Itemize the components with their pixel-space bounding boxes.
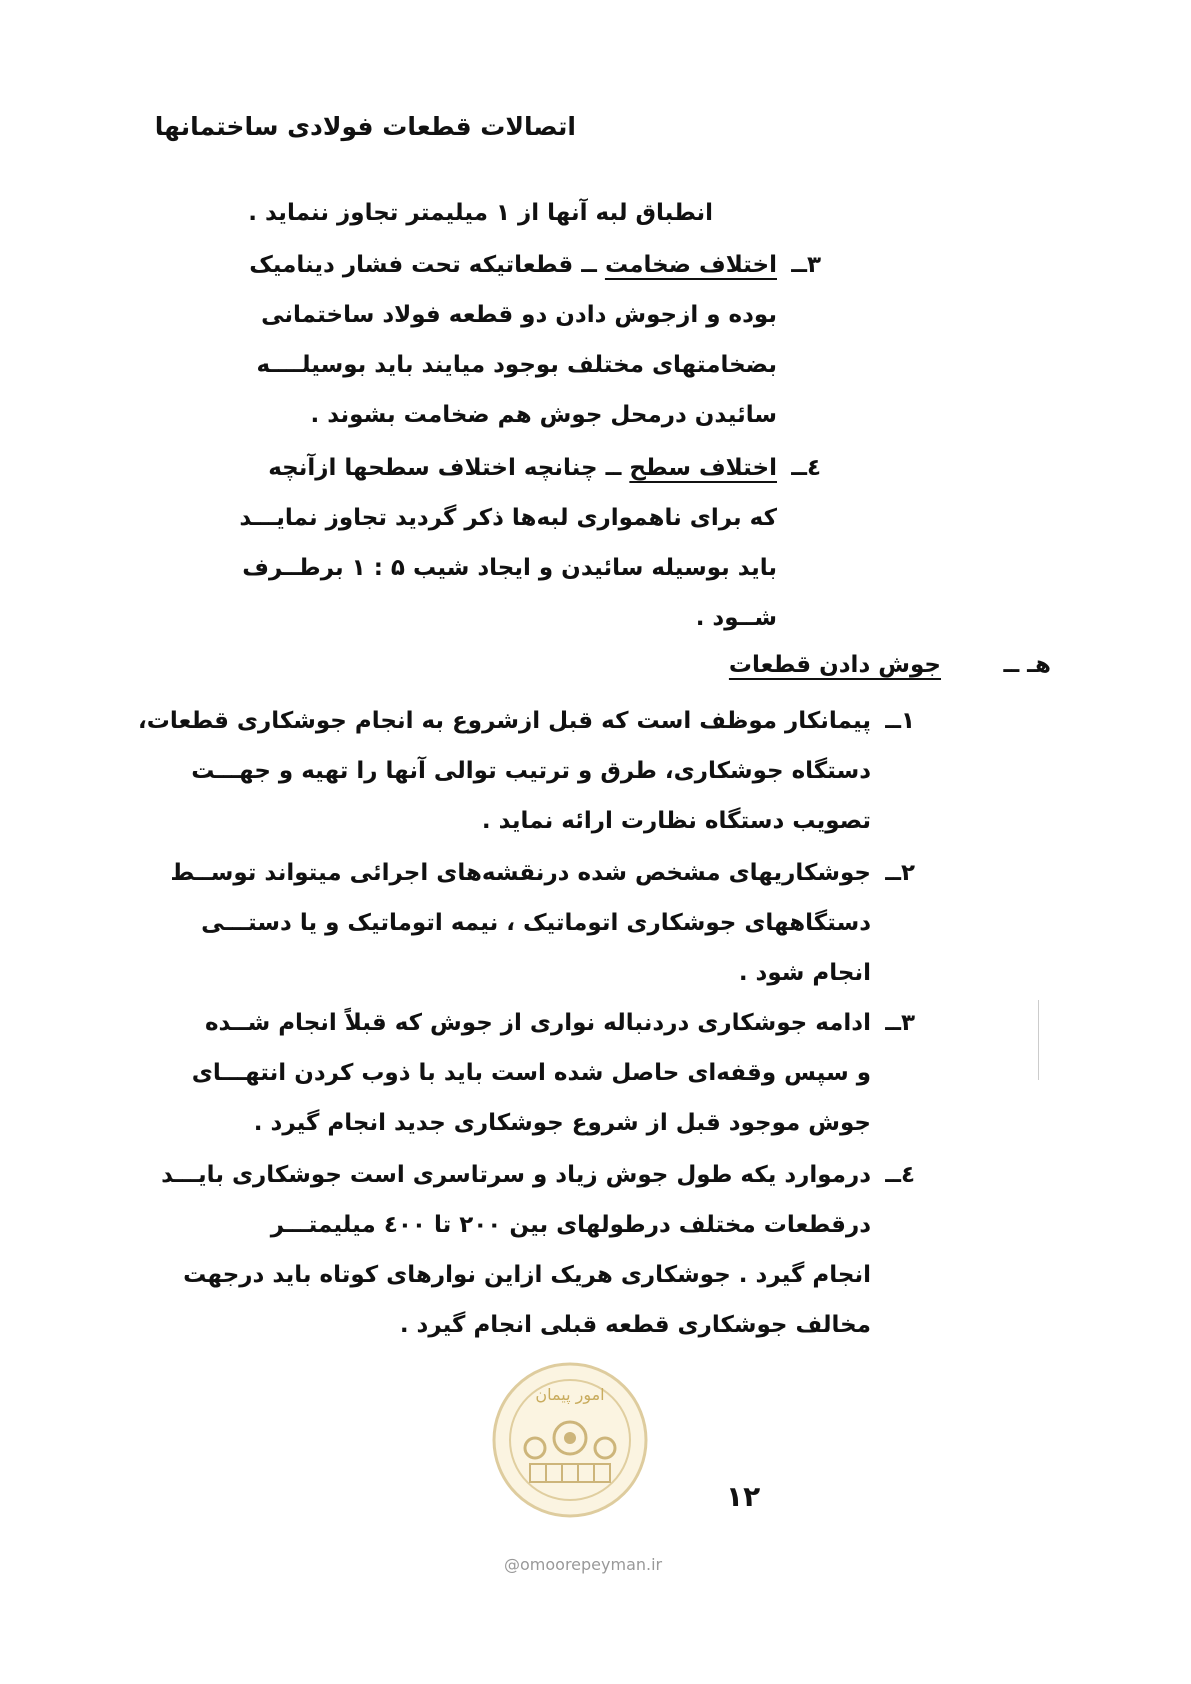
list-item-4-line-4: مخالف جوشکاری قطعه قبلی انجام گیرد . (399, 1312, 871, 1338)
list-item-4-number: ٤ــ (885, 1162, 915, 1188)
list-item-3-line-1: ادامه جوشکاری دردنباله نواری از جوش که قبلاً انجام شــده (204, 1010, 871, 1036)
continuation-line: انطباق لبه آنها از ۱ میلیمتر تجاوز ننماید . (248, 200, 713, 226)
list-item-4-line-2: درقطعات مختلف درطولهای بین ۲۰۰ تا ٤۰۰ میلیمتـــر (270, 1212, 871, 1238)
item3-line-2: بوده و ازجوش دادن دو قطعه فولاد ساختمانی (261, 302, 777, 328)
list-item-1-number: ۱ــ (885, 708, 915, 734)
list-item-2-line-1: جوشکاریهای مشخص شده درنقشه‌های اجرائی میتواند توســط (170, 860, 871, 886)
item3-line-3: بضخامتهای مختلف بوجود میایند باید بوسیلــــه (256, 352, 777, 378)
list-item-4-line-1: درموارد یکه طول جوش زیاد و سرتاسری است جوشکاری بایـــد (161, 1162, 871, 1188)
list-item-2-line-3: انجام شود . (738, 960, 871, 986)
list-item-4-line-3: انجام گیرد . جوشکاری هریک ازاین نوارهای کوتاه باید درجهت (183, 1262, 871, 1288)
list-item-3-line-3: جوش موجود قبل از شروع جوشکاری جدید انجام گیرد . (253, 1110, 871, 1136)
item3-line-4: سائیدن درمحل جوش هم ضخامت بشوند . (310, 402, 777, 428)
list-item-3-number: ۳ــ (885, 1010, 915, 1036)
seal-text: امور پیمان (535, 1385, 605, 1404)
item4-first-line (268, 455, 777, 481)
item4-line-3: باید بوسیله سائیدن و ایجاد شیب ۵ : ۱ برطــرف (242, 555, 777, 581)
item4-line-4: شــود . (695, 605, 777, 631)
item4-term: اختلاف سطح (629, 455, 777, 481)
item3-line-1: ــ قطعاتیکه تحت فشار دینامیک (249, 252, 597, 278)
organization-seal-icon (490, 1360, 650, 1520)
list-item-1-line-2: دستگاه جوشکاری، طرق و ترتیب توالی آنها را تهیه و جهـــت (191, 758, 871, 784)
list-item-1-line-3: تصویب دستگاه نظارت ارائه نماید . (481, 808, 871, 834)
item3-term: اختلاف ضخامت (604, 252, 777, 278)
list-item-2-line-2: دستگاههای جوشکاری اتوماتیک ، نیمه اتوماتیک و یا دستـــی (201, 910, 871, 936)
item3-number: ۳ــ (791, 252, 821, 278)
scan-artifact-line (1038, 1000, 1039, 1080)
page-number: ۱۲ (726, 1480, 761, 1513)
section-letter: هـ ــ (1003, 652, 1051, 678)
item4-number: ٤ــ (791, 455, 821, 481)
list-item-3-line-2: و سپس وقفه‌ای حاصل شده است باید با ذوب کردن انتهـــای (191, 1060, 871, 1086)
watermark-text: @omoorepeyman.ir (504, 1555, 663, 1574)
item4-line-1: ــ چنانچه اختلاف سطحها ازآنچه (268, 455, 622, 481)
section-title: جوش دادن قطعات (728, 652, 941, 678)
list-item-1-line-1: پیمانکار موظف است که قبل ازشروع به انجام جوشکاری قطعات، (137, 708, 871, 734)
item3-first-line (249, 252, 777, 278)
page-header-title: اتصالات قطعات فولادی ساختمانها (154, 112, 576, 141)
item4-line-2: که برای ناهمواری لبه‌ها ذکر گردید تجاوز نمایـــد (239, 505, 777, 531)
list-item-2-number: ۲ــ (885, 860, 915, 886)
